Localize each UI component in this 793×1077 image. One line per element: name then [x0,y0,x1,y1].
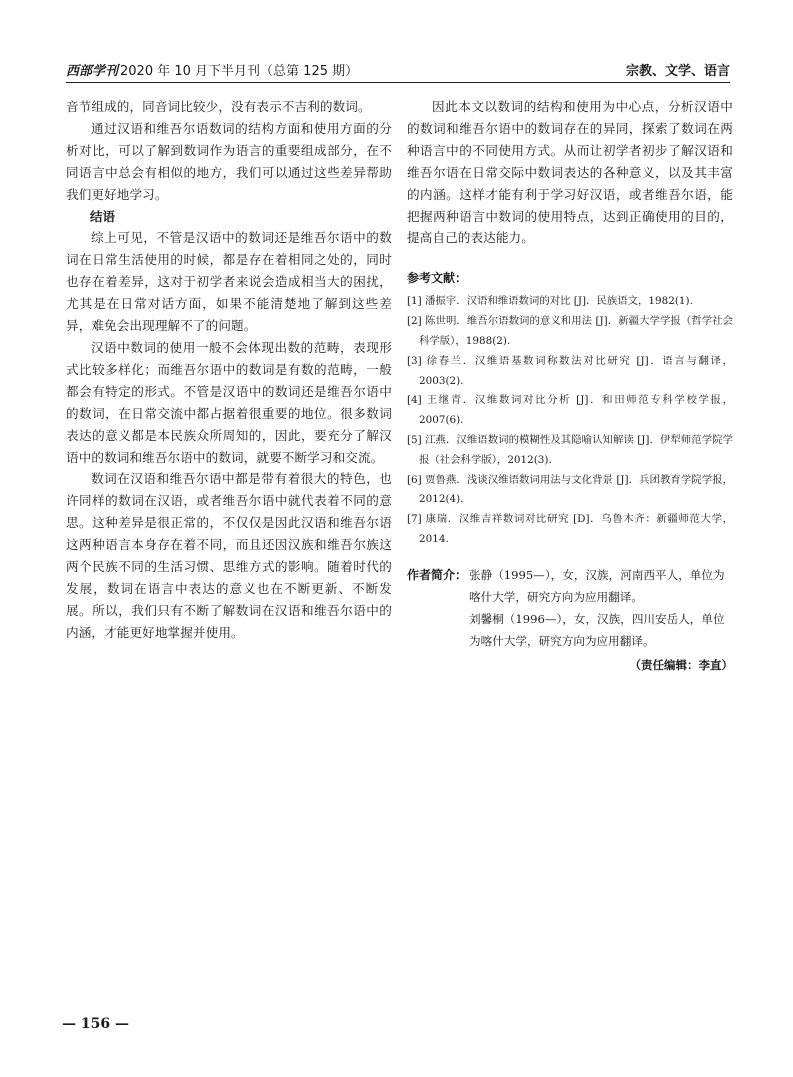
reference-item: [1] 潘振宇．汉语和维语数词的对比 [J]．民族语文，1982(1). [407,295,693,308]
reference-item: [7] 康瑞．汉维吉祥数词对比研究 [D]．乌鲁木齐：新疆师范大学，2014. [407,513,733,545]
paragraph: 汉语中数词的使用一般不会体现出数的范畴，表现形式比较多样化；而维吾尔语中的数词是有数的范畴，一般都会有特定的形式。不管是汉语中的数词还是维吾尔语中的数词，在日常交流中都占据着很重要的地位。很多数词表达的意义都是本民族众所周知的，因此，要充分了解汉语中的数词和维吾尔语中的数词，就要不断学习和交流。 [66,339,392,465]
left-column [66,96,392,644]
reference-list [407,292,733,549]
reference-item: [6] 贾鲁燕．浅谈汉维语数词用法与文化背景 [J]．兵团教育学院学报，2012(4). [407,473,733,506]
paragraph: 因此本文以数词的结构和使用为中心点，分析汉语中的数词和维吾尔语中的数词存在的异同，探索了数词在两种语言中的不同使用方式。从而让初学者初步了解汉语和维吾尔语在日常交际中数词表达的各种意义，以及其丰富的内涵。这样才能有利于学习好汉语，或者维吾尔语，能把握两种语言中数词的使用特点，达到正确使用的目的，提高自己的表达能力。 [407,99,733,246]
journal-logo: 西部学刊 [66,64,119,79]
paragraph: 数词在汉语和维吾尔语中都是带有着很大的特色，也许同样的数词在汉语，或者维吾尔语中就代表着不同的意思。这种差异是很正常的，不仅仅是因此汉语和维吾尔语这两种语言本身存在着不同，而且还因汉族和维吾尔族这两个民族不同的生活习惯、思维方式的影响。随着时代的发展，数词在语言中表达的意义也在不断更新、不断发展。所以，我们只有不断了解数词在汉语和维吾尔语中的内涵，才能更好地掌握并使用。 [66,471,392,640]
reference-item: [5] 江燕．汉维语数词的模糊性及其隐喻认知解读 [J]．伊犁师范学院学报（社会科学版），2012(3). [407,433,733,466]
right-column [407,96,733,676]
conclusion-heading: 结语 [90,208,116,224]
author-bio: 张静（1995—），女，汉族，河南西平人，单位为喀什大学，研究方向为应用翻译。 [469,567,725,604]
paragraph: 综上可见，不管是汉语中的数词还是维吾尔语中的数词在日常生活使用的时候，都是存在着相同之处的，同时也存在着差异，这对于初学者来说会造成相当大的困扰，尤其是在日常对话方面，如果不能清楚地了解到这些差异，难免会出现理解不了的问题。 [66,230,392,334]
paragraph: 音节组成的，同音词比较少，没有表示不吉利的数词。 [66,99,371,114]
author-bio: 刘馨桐（1996—），女，汉族，四川安岳人，单位为喀什大学，研究方向为应用翻译。 [469,611,725,648]
editor-note: （责任编辑：李直） [629,657,733,672]
author-label: 作者简介： [407,567,468,582]
reference-item: [2] 陈世明．维吾尔语数词的意义和用法 [J]．新疆大学学报（哲学社会科学版），1988(2). [407,315,733,347]
page-header [66,58,730,83]
reference-item: [4] 王继青．汉维数词对比分析 [J]．和田师范专科学校学报，2007(6). [407,394,733,427]
section-category: 宗教、文学、语言 [625,64,730,79]
author-info [407,564,733,676]
references-heading: 参考文献： [407,271,468,286]
issue-info: 2020 年 10 月下半月刊（总第 125 期） [120,64,359,79]
paragraph: 通过汉语和维吾尔语数词的结构方面和使用方面的分析对比，可以了解到数词作为语言的重要组成部分，在不同语言中总会有相似的地方，我们可以通过这些差异帮助我们更好地学习。 [66,120,392,202]
reference-item: [3] 徐春兰．汉维语基数词称数法对比研究 [J]．语言与翻译，2003(2). [407,354,733,387]
journal-info [66,60,358,79]
page-number: — 156 — [62,1016,129,1032]
